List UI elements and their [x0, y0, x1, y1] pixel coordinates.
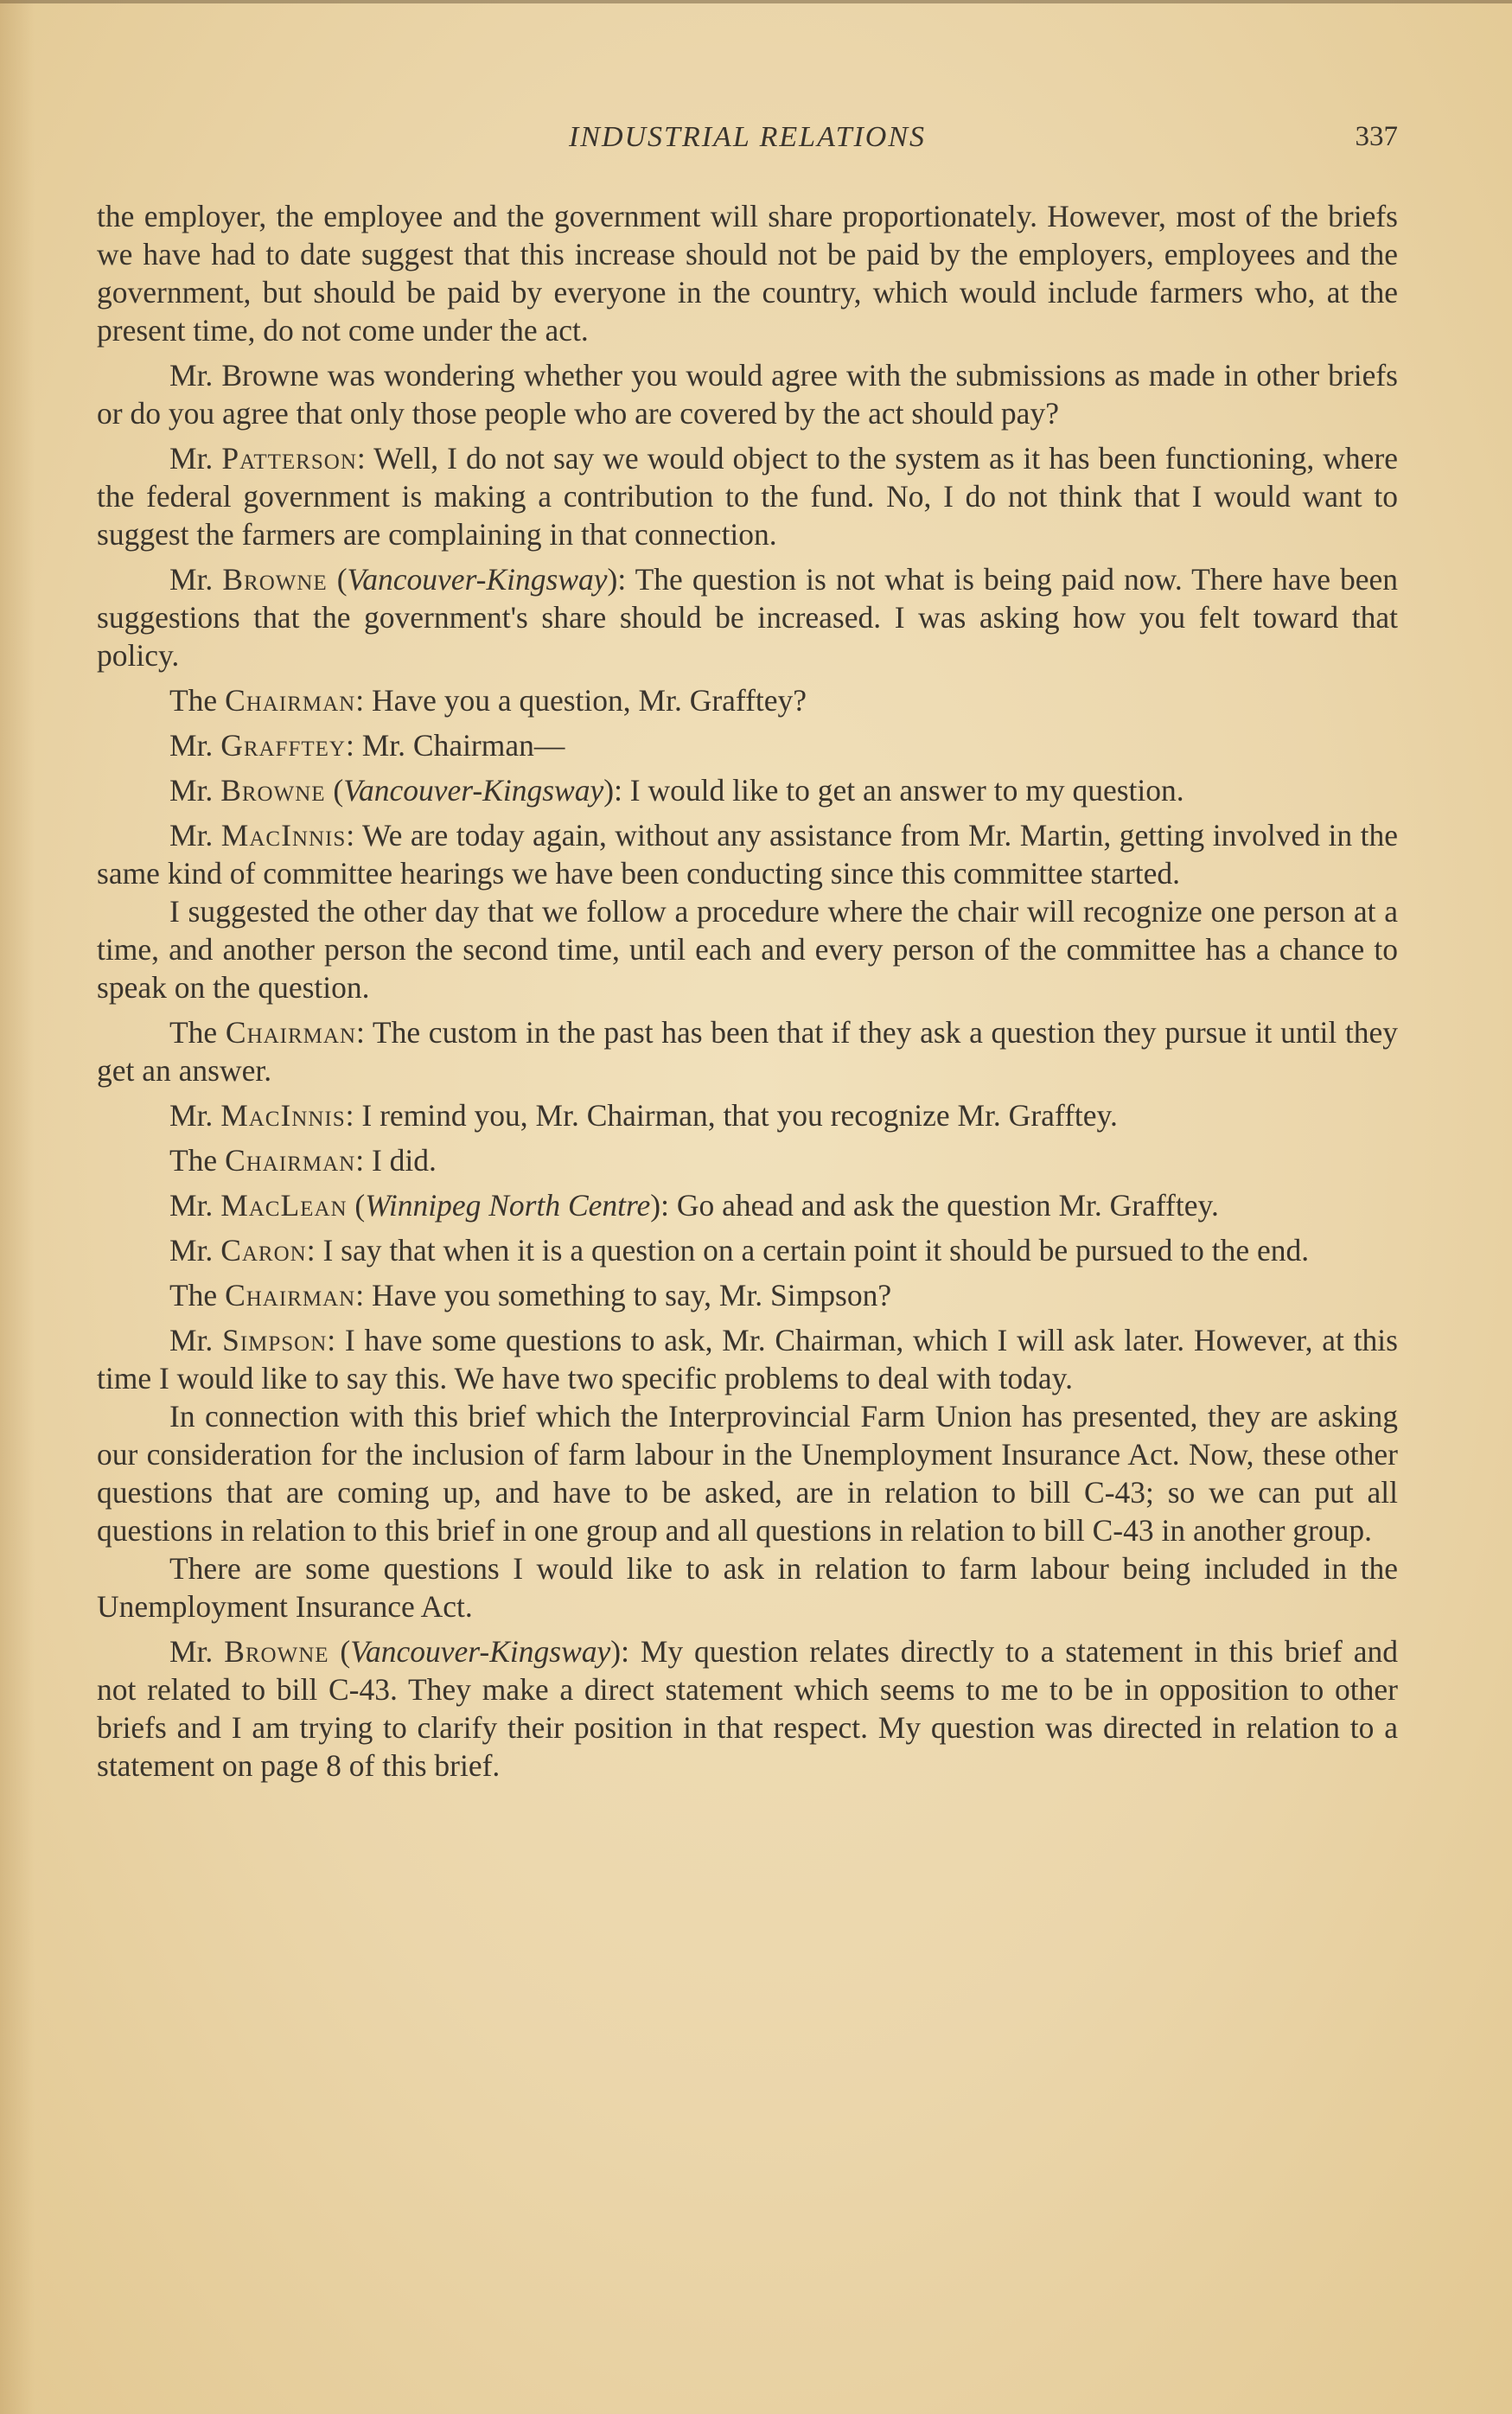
speaker-prefix: The	[169, 683, 226, 718]
paragraph-text: : We are today again, without any assistance from Mr. Martin, getting involved in the same kind of committee hearings we have been conducting since this committee started.	[97, 818, 1398, 891]
speaker-prefix: Mr.	[169, 818, 221, 853]
paragraph-6	[97, 726, 1398, 764]
paragraph-3	[97, 439, 1398, 553]
paragraph-15	[97, 1276, 1398, 1314]
speaker-prefix: The	[169, 1143, 226, 1178]
speaker-prefix: The	[169, 1015, 226, 1050]
paragraph-14	[97, 1231, 1398, 1269]
paragraph-text: There are some questions I would like to ask in relation to farm labour being included in the Unemployment Insurance Act.	[97, 1551, 1398, 1624]
paragraph-18	[97, 1549, 1398, 1625]
speaker-name: Patterson	[221, 441, 357, 476]
paragraph-text: : Well, I do not say we would object to the system as it has been functioning, where the federal government is making a contribution to the fund. No, I do not think that I would want to suggest the farmers are complaining in that connection.	[97, 441, 1398, 552]
speaker-prefix: Mr.	[169, 1098, 221, 1133]
paragraph-2	[97, 356, 1398, 432]
speaker-riding: Vancouver-Kingsway	[347, 562, 608, 597]
paragraph-text: In connection with this brief which the Interprovincial Farm Union has presented, they are asking our consideration for the inclusion of farm labour in the Unemployment Insurance Act. Now, these other questions that are coming up, and have to be asked, are in relation to bill C-43; so we can put all questions in relation to this brief in one group and all questions in relation to bill C-43 in another group.	[97, 1399, 1398, 1548]
paragraph-text: : Have you something to say, Mr. Simpson?	[355, 1278, 892, 1312]
speaker-prefix: Mr.	[169, 441, 222, 476]
paragraph-text: : I remind you, Mr. Chairman, that you recognize Mr. Grafftey.	[345, 1098, 1118, 1133]
paragraph-8	[97, 816, 1398, 892]
paragraph-text: : I say that when it is a question on a certain point it should be pursued to the end.	[306, 1233, 1310, 1268]
page-number: 337	[1355, 121, 1398, 152]
speaker-name: Browne	[220, 773, 326, 808]
paragraph-10	[97, 1013, 1398, 1089]
page-header	[97, 121, 1398, 173]
speaker-prefix: Mr.	[169, 773, 221, 808]
paragraph-16	[97, 1321, 1398, 1397]
speaker-prefix: Mr.	[169, 728, 221, 763]
page-body	[97, 197, 1398, 1791]
speaker-name: Caron	[220, 1233, 307, 1268]
speaker-name: Browne	[224, 1634, 329, 1669]
speaker-riding: Winnipeg North Centre	[365, 1188, 651, 1223]
speaker-riding: Vancouver-Kingsway	[350, 1634, 611, 1669]
page-left-shadow	[0, 0, 35, 2414]
paragraph-text: : Go ahead and ask the question Mr. Grafftey.	[660, 1188, 1219, 1223]
speaker-prefix: Mr.	[169, 1233, 221, 1268]
paragraph-5	[97, 681, 1398, 719]
speaker-name: Browne	[222, 562, 328, 597]
paragraph-text: I suggested the other day that we follow a procedure where the chair will recognize one person at a time, and another person the second time, until each and every person of the committee has a chance to speak on the question.	[97, 894, 1398, 1005]
paragraph-text: : My question relates directly to a statement in this brief and not related to bill C-43. They make a direct statement which seems to me to be in opposition to other briefs and I am trying to clarify their position in that respect. My question was directed in relation to a statement on page 8 of this brief.	[97, 1634, 1398, 1783]
paragraph-text: : I would like to get an answer to my question.	[614, 773, 1184, 808]
paragraph-text: : Mr. Chairman—	[345, 728, 565, 763]
paragraph-text: : I did.	[355, 1143, 437, 1178]
speaker-name: Chairman	[225, 1278, 356, 1312]
speaker-prefix: Mr.	[169, 1323, 223, 1357]
paragraph-12	[97, 1141, 1398, 1179]
paragraph-text: : The question is not what is being paid now. There have been suggestions that the government's share should be increased. I was asking how you felt toward that policy.	[97, 562, 1398, 673]
speaker-name: Grafftey	[220, 728, 346, 763]
paragraph-9	[97, 892, 1398, 1006]
paragraph-1	[97, 197, 1398, 349]
paragraph-17	[97, 1397, 1398, 1549]
running-head: INDUSTRIAL RELATIONS	[568, 121, 927, 153]
paragraph-text: : The custom in the past has been that if they ask a question they pursue it until they get an answer.	[97, 1015, 1398, 1088]
speaker-name: Simpson	[222, 1323, 328, 1357]
paragraph-19: Mr. Browne (Vancouver-Kingsway): My question relates directly to a statement in this brief and not related to bill C-43. They make a direct statement which seems to me to be in opposition to other briefs and I am trying to clarify their position in that respect. My question was directed in relation to a statement on page 8 of this brief.	[97, 1634, 1398, 1783]
paragraph-7: Mr. Browne (Vancouver-Kingsway): I would like to get an answer to my question.	[169, 773, 1184, 808]
paragraph-11	[97, 1096, 1398, 1134]
speaker-prefix: Mr.	[169, 1188, 221, 1223]
paragraph-4: Mr. Browne (Vancouver-Kingsway): The question is not what is being paid now. There have been suggestions that the government's share should be increased. I was asking how you felt toward that policy.	[97, 562, 1398, 673]
speaker-name: MacInnis	[220, 1098, 346, 1133]
speaker-name: Chairman	[225, 1143, 356, 1178]
speaker-prefix: The	[169, 1278, 226, 1312]
speaker-name: MacLean	[220, 1188, 348, 1223]
paragraph-text: the employer, the employee and the government will share proportionately. However, most of the briefs we have had to date suggest that this increase should not be paid by the employers, employees and the government, but should be paid by everyone in the country, which would include farmers who, at the present time, do not come under the act.	[97, 199, 1398, 348]
paragraph-text: : I have some questions to ask, Mr. Chairman, which I will ask later. However, at this time I would like to say this. We have two specific problems to deal with today.	[97, 1323, 1398, 1395]
speaker-prefix: Mr.	[169, 1634, 225, 1669]
speaker-prefix: Mr.	[169, 562, 223, 597]
speaker-name: MacInnis	[220, 818, 347, 853]
speaker-name: Chairman	[225, 1015, 357, 1050]
speaker-name: Chairman	[225, 683, 356, 718]
paragraph-13: Mr. MacLean (Winnipeg North Centre): Go ahead and ask the question Mr. Grafftey.	[169, 1188, 1219, 1223]
page-top-edge	[0, 0, 1512, 3]
paragraph-text: Mr. Browne was wondering whether you would agree with the submissions as made in other briefs or do you agree that only those people who are covered by the act should pay?	[97, 358, 1398, 431]
speaker-riding: Vancouver-Kingsway	[343, 773, 604, 808]
paragraph-text: : Have you a question, Mr. Grafftey?	[355, 683, 807, 718]
